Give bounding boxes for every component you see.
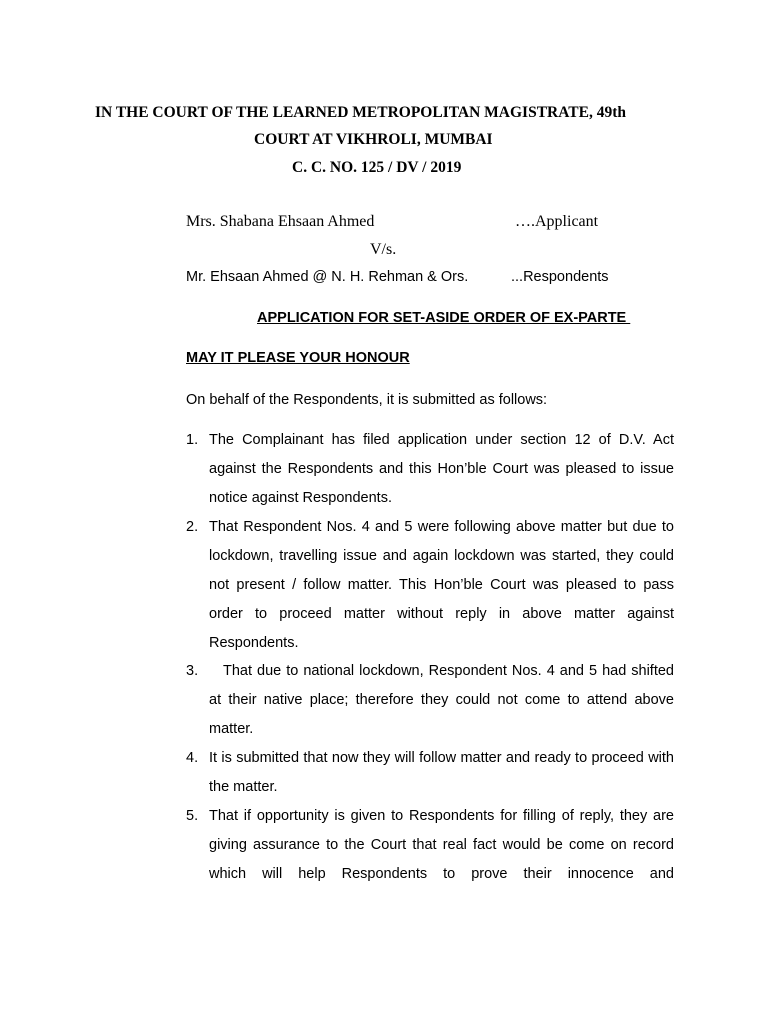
list-item-number: 4. <box>186 750 199 766</box>
court-heading-line1: IN THE COURT OF THE LEARNED METROPOLITAN MAGISTRATE, 49th <box>95 104 626 121</box>
salutation: MAY IT PLEASE YOUR HONOUR <box>186 350 410 366</box>
respondent-name: Mr. Ehsaan Ahmed @ N. H. Rehman & Ors. <box>186 269 469 285</box>
respondent-role: ...Respondents <box>511 269 609 285</box>
list-item <box>186 513 674 658</box>
list-item-text: That if opportunity is given to Respondents for filling of reply, they are giving assurance to the Court that real fact would be come on record which will help Respondents to prove their innocence and <box>209 808 674 882</box>
list-item <box>186 802 674 889</box>
applicant-name: Mrs. Shabana Ehsaan Ahmed <box>186 213 375 230</box>
case-number: C. C. NO. 125 / DV / 2019 <box>292 159 462 176</box>
list-item-text: The Complainant has filed application under section 12 of D.V. Act against the Respondents and this Hon’ble Court was pleased to issue notice against Respondents. <box>209 432 674 506</box>
list-item <box>186 426 674 513</box>
list-item-number: 5. <box>186 808 199 824</box>
list-item-text: That Respondent Nos. 4 and 5 were following above matter but due to lockdown, travelling issue and again lockdown was started, they could not present / follow matter. This Hon’ble Court was pleased to pass order to proceed matter without reply in above matter against Respondents. <box>209 519 674 651</box>
list-item-number: 2. <box>186 519 199 535</box>
intro-paragraph: On behalf of the Respondents, it is submitted as follows: <box>186 392 548 408</box>
list-item <box>186 657 674 744</box>
court-heading-line2: COURT AT VIKHROLI, MUMBAI <box>254 131 493 148</box>
list-item-number: 1. <box>186 432 199 448</box>
list-item <box>186 744 674 802</box>
list-item-text: It is submitted that now they will follow matter and ready to proceed with the matter. <box>209 750 674 795</box>
document-title: APPLICATION FOR SET-ASIDE ORDER OF EX-PARTE <box>257 310 631 326</box>
versus-label: V/s. <box>370 241 397 258</box>
applicant-role: ….Applicant <box>515 213 599 230</box>
list-item-text: That due to national lockdown, Respondent Nos. 4 and 5 had shifted at their native place; therefore they could not come to attend above matter. <box>209 663 674 737</box>
list-item-number: 3. <box>186 663 199 679</box>
